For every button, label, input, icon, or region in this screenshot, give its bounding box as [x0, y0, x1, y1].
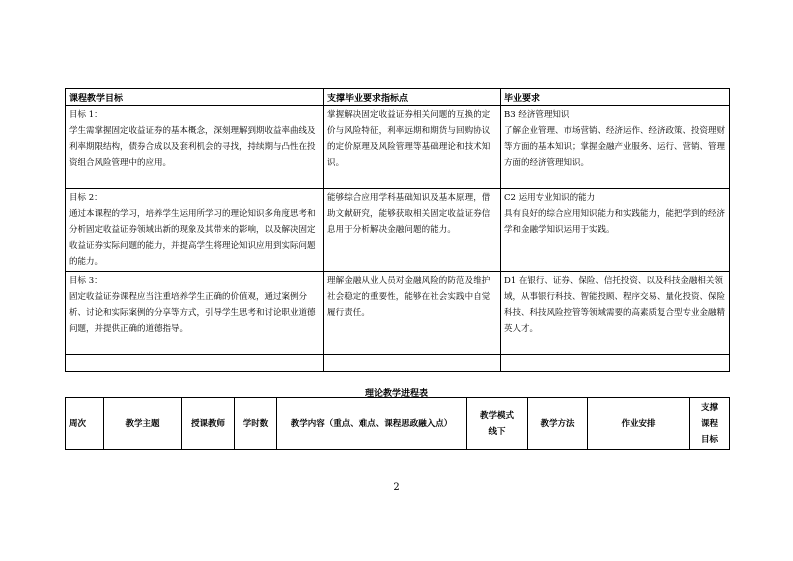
goals-header-row: [66, 89, 730, 106]
teaching-schedule-table: [65, 397, 730, 450]
header-teacher: 授课教师: [182, 398, 235, 450]
header-indicator: 支撑毕业要求指标点: [324, 89, 501, 106]
goal-text: 学生需掌握固定收益证券的基本概念，深刻理解到期收益率曲线及利率期限结构，债券合成以及套利机会的寻找，持续期与凸性在投资组合风险管理中的应用。: [69, 126, 316, 168]
goal-cell: [66, 106, 324, 189]
header-week: 周次: [66, 398, 104, 450]
indicator-cell: 掌握解决固定收益证券相关问题的互换的定价与风险特征，利率远期和期货与回购协议的定价原理及风险管理等基础理论和技术知识。: [324, 106, 501, 189]
mode-label: 教学模式: [479, 410, 514, 421]
requirement-cell: [501, 106, 730, 189]
requirement-cell: D1 在银行、证券、保险、信托投资、以及科技金融相关领域，从事银行科技、智能投顾、程序交易、量化投资、保险科技、科技风险控管等领域需要的高素质复合型专业金融精英人才。: [501, 272, 730, 355]
empty-cell: [66, 355, 324, 372]
goal-text: 通过本课程的学习，培养学生运用所学习的理论知识多角度思考和分析固定收益证券领域出新的现象及其带来的影响，以及解决固定收益证券实际问题的能力，并提高学生将理论知识应用到实际问题的能力。: [69, 209, 316, 267]
indicator-cell: 理解金融从业人员对金融风险的防范及维护社会稳定的重要性，能够在社会实践中自觉履行责任。: [324, 272, 501, 355]
requirement-title: C2 运用专业知识的能力: [504, 193, 596, 203]
mode-value: 线下: [488, 426, 506, 437]
requirement-text: 具有良好的综合应用知识能力和实践能力，能把学到的经济学和金融学知识运用于实践。: [504, 209, 726, 235]
header-course-goal: 课程教学目标: [66, 89, 324, 106]
table-row: [66, 189, 730, 272]
goal-cell: [66, 189, 324, 272]
support-line-1: 支撑: [700, 402, 718, 413]
table-row: [66, 106, 730, 189]
goal-text: 固定收益证券课程应当注重培养学生正确的价值观，通过案例分析、讨论和实际案例的分享等方式，引导学生思考和讨论职业道德问题，并提供正确的道德指导。: [69, 292, 316, 334]
header-hours: 学时数: [235, 398, 277, 450]
header-graduation-requirement: 毕业要求: [501, 89, 730, 106]
course-goals-table: [65, 88, 730, 372]
empty-row: [66, 355, 730, 372]
header-teaching-mode: [467, 398, 528, 450]
goal-title: 目标 1：: [69, 110, 103, 120]
header-method: 教学方法: [528, 398, 588, 450]
header-support-goal: [690, 398, 730, 450]
goal-title: 目标 3：: [69, 276, 103, 286]
support-line-3: 目标: [700, 434, 718, 445]
support-line-2: 课程: [700, 418, 718, 429]
goal-cell: [66, 272, 324, 355]
empty-cell: [324, 355, 501, 372]
empty-cell: [501, 355, 730, 372]
requirement-cell: [501, 189, 730, 272]
requirement-title: B3 经济管理知识: [504, 110, 570, 120]
goal-title: 目标 2：: [69, 193, 103, 203]
page-number: 2: [393, 482, 400, 493]
header-assignment: 作业安排: [588, 398, 690, 450]
requirement-text: 了解企业管理、市场营销、经济运作、经济政策、投资理财等方面的基本知识；掌握金融产业服务、运行、营销、管理方面的经济管理知识。: [504, 126, 726, 168]
schedule-title: 理论教学进程表: [364, 389, 428, 399]
header-content: 教学内容（重点、难点、课程思政融入点）: [277, 398, 467, 450]
header-topic: 教学主题: [104, 398, 182, 450]
schedule-header-row: [66, 398, 730, 450]
table-row: [66, 272, 730, 355]
indicator-cell: 能够综合应用学科基础知识及基本原理，借助文献研究，能够获取相关固定收益证券信息用于分析解决金融问题的能力。: [324, 189, 501, 272]
